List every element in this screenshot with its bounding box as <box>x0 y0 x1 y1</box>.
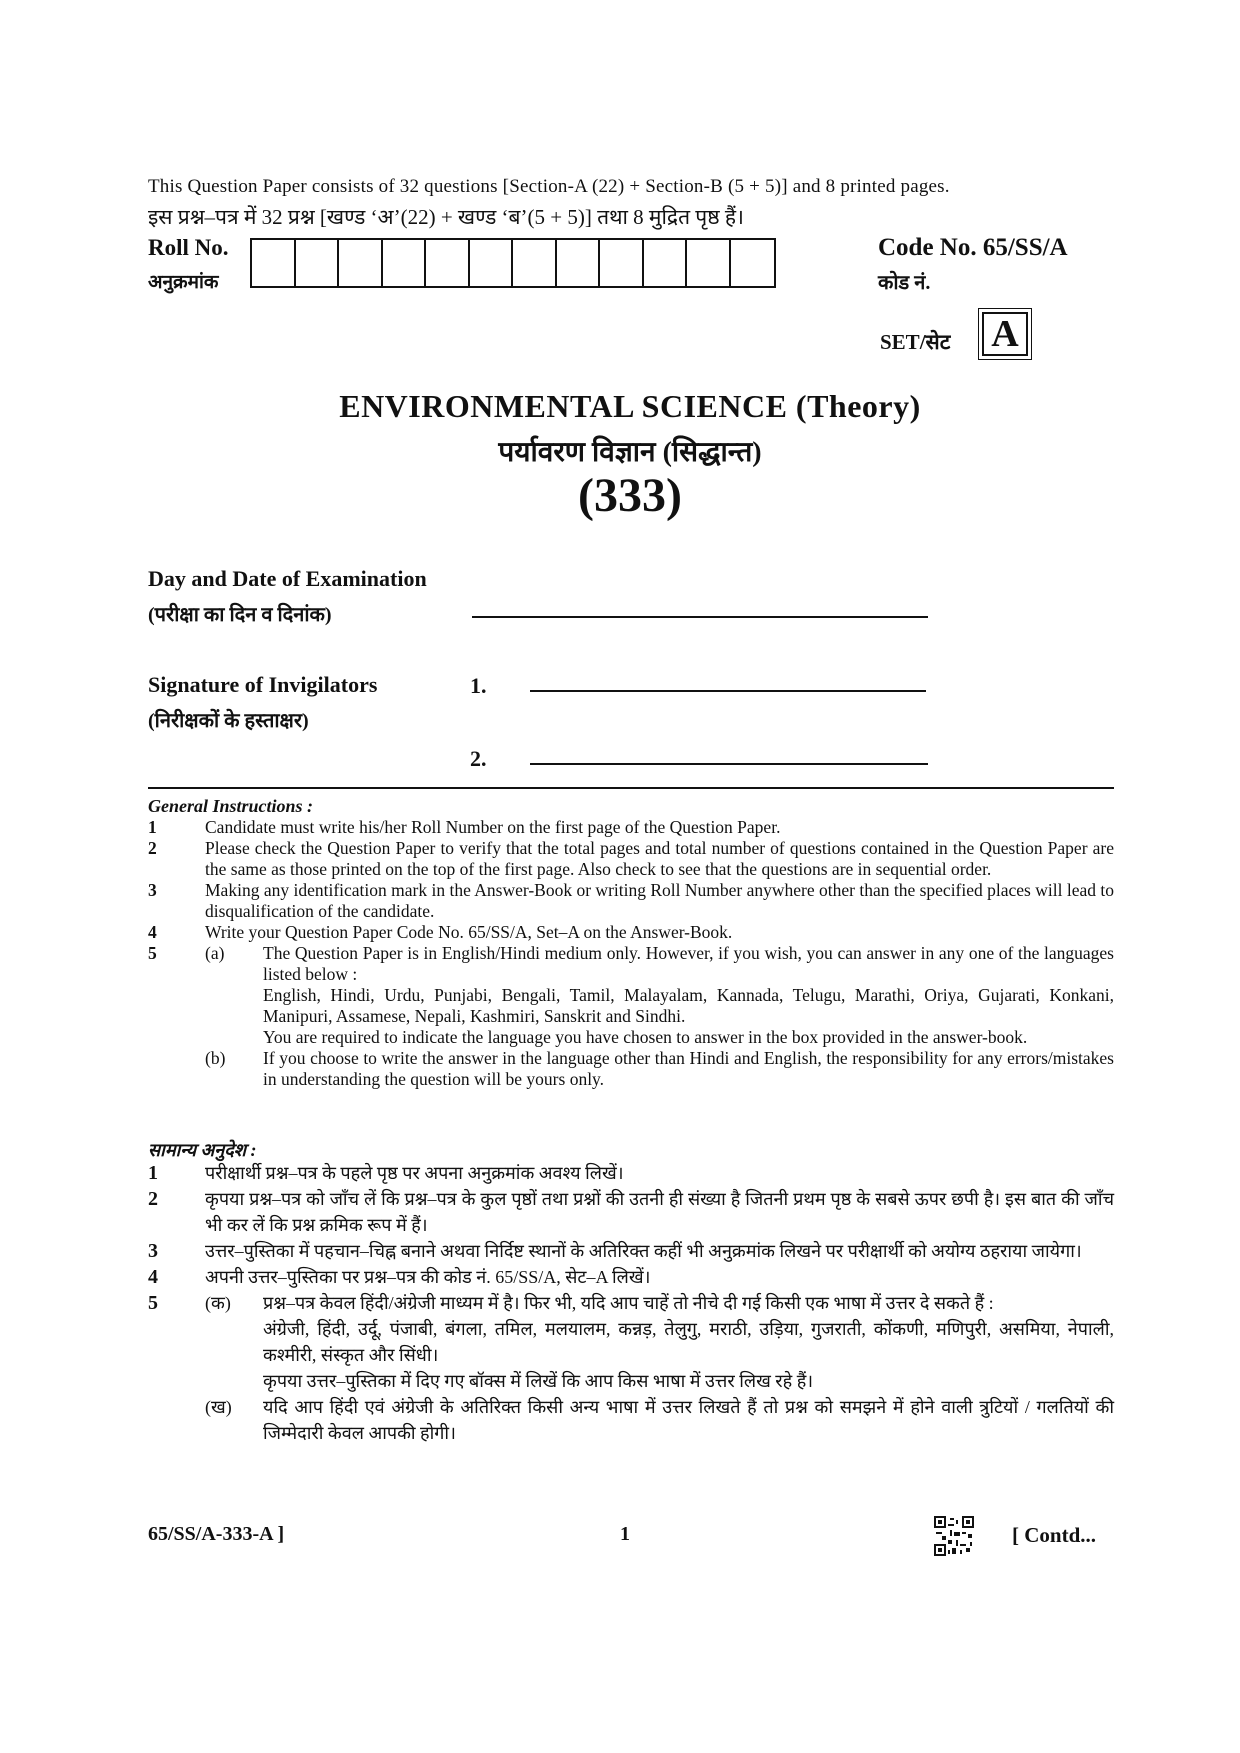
instruction-sub-label: (a) <box>205 943 225 963</box>
instruction-sub-body <box>263 943 1114 1048</box>
signature-number-2: 2. <box>470 746 487 771</box>
exam-date-label-hi: (परीक्षा का दिन व दिनांक) <box>148 604 332 626</box>
instruction-number: 2 <box>148 1188 158 1210</box>
instruction-item <box>148 1394 1114 1446</box>
instruction-number: 4 <box>148 1266 158 1288</box>
roll-no-digit-box[interactable] <box>557 240 601 286</box>
samanya-anudesh-heading: सामान्य अनुदेश : <box>148 1140 257 1160</box>
roll-no-label-hi: अनुक्रमांक <box>148 272 219 293</box>
instruction-sub-body <box>263 1290 1114 1394</box>
instruction-sub-label: (ख) <box>205 1397 232 1417</box>
instruction-number-blank <box>148 1048 205 1090</box>
instruction-text: Please check the Question Paper to verify that the total pages and total number of questions contained in the Question Paper are the same as those printed on the top of the first page. Also check to see that the questions are in sequential order. <box>205 838 1114 879</box>
signature-field-1[interactable] <box>530 690 926 692</box>
instruction-number: 1 <box>148 817 157 837</box>
roll-no-digit-box[interactable] <box>426 240 470 286</box>
invigilator-signature-label-hi: (निरीक्षकों के हस्ताक्षर) <box>148 710 309 732</box>
instruction-item <box>148 1186 1114 1238</box>
instruction-text: Write your Question Paper Code No. 65/SS/A, Set–A on the Answer-Book. <box>205 922 733 942</box>
instruction-item <box>148 838 1114 880</box>
roll-no-boxes[interactable] <box>250 238 776 288</box>
section-divider <box>148 787 1114 789</box>
instruction-number: 5 <box>148 1292 158 1314</box>
instruction-item <box>148 1160 1114 1186</box>
instruction-text: You are required to indicate the language you have chosen to answer in the box provided in the answer-book. <box>263 1027 1028 1047</box>
set-label: SET/सेट <box>880 330 951 354</box>
roll-no-label: Roll No. <box>148 235 229 260</box>
roll-no-digit-box[interactable] <box>513 240 557 286</box>
instruction-item <box>148 1238 1114 1264</box>
instruction-text: The Question Paper is in English/Hindi medium only. However, if you wish, you can answer in any one of the languages listed below : <box>263 943 1114 984</box>
instruction-sub-label: (क) <box>205 1293 231 1313</box>
instruction-item <box>148 922 1114 943</box>
subject-title: ENVIRONMENTAL SCIENCE (Theory) <box>339 388 921 424</box>
instruction-item <box>148 880 1114 922</box>
subject-code: (333) <box>578 469 682 522</box>
instruction-number: 5 <box>148 943 157 963</box>
paper-summary-hi: इस प्रश्न–पत्र में 32 प्रश्न [खण्ड ‘अ’(22) + खण्ड ‘ब’(5 + 5)] तथा 8 मुद्रित पृष्ठ हैं। <box>148 205 744 229</box>
page-number: 1 <box>620 1523 630 1545</box>
exam-date-label: Day and Date of Examination <box>148 566 427 591</box>
instruction-number: 2 <box>148 838 157 858</box>
instruction-item <box>148 1264 1114 1290</box>
instruction-text: प्रश्न–पत्र केवल हिंदी/अंग्रेजी माध्यम में है। फिर भी, यदि आप चाहें तो नीचे दी गई किसी एक भाषा में उत्तर दे सकते हैं : <box>263 1293 994 1313</box>
instruction-text: कृपया प्रश्न–पत्र को जाँच लें कि प्रश्न–पत्र के कुल पृष्ठों तथा प्रश्नों की उतनी ही संख्या है जितनी प्रथम पृष्ठ के सबसे ऊपर छपी है। इस बात की जाँच भी कर लें कि प्रश्न क्रमिक रूप में हैं। <box>205 1189 1114 1235</box>
language-list: English, Hindi, Urdu, Punjabi, Bengali, Tamil, Malayalam, Kannada, Telugu, Marathi, Oriya, Gujarati, Konkani, Manipuri, Assamese, Nepali, Kashmiri, Sanskrit and Sindhi. <box>263 985 1114 1026</box>
instruction-text: यदि आप हिंदी एवं अंग्रेजी के अतिरिक्त किसी अन्य भाषा में उत्तर लिखते हैं तो प्रश्न को समझने में होने वाली त्रुटियों / गलतियों की जिम्मेदारी केवल आपकी होगी। <box>263 1397 1114 1443</box>
roll-no-digit-box[interactable] <box>687 240 731 286</box>
invigilator-signature-label: Signature of Invigilators <box>148 672 378 697</box>
roll-no-digit-box[interactable] <box>296 240 340 286</box>
roll-no-digit-box[interactable] <box>731 240 775 286</box>
general-instructions-heading: General Instructions : <box>148 796 314 816</box>
qr-code-icon <box>934 1516 974 1556</box>
instruction-text: Candidate must write his/her Roll Number on the first page of the Question Paper. <box>205 817 781 837</box>
roll-no-digit-box[interactable] <box>383 240 427 286</box>
code-no-label-hi: कोड नं. <box>878 272 931 294</box>
instruction-item <box>148 1290 1114 1394</box>
footer-paper-code: 65/SS/A-333-A ] <box>148 1523 285 1545</box>
language-list: अंग्रेजी, हिंदी, उर्दू, पंजाबी, बंगला, तमिल, मलयालम, कन्नड़, तेलुगु, मराठी, उड़िया, गुजराती, कोंकणी, मणिपुरी, असमिया, नेपाली, कश्मीरी, संस्कृत और सिंधी। <box>263 1319 1114 1365</box>
samanya-anudesh-list <box>148 1160 1114 1446</box>
instruction-text: अपनी उत्तर–पुस्तिका पर प्रश्न–पत्र की कोड नं. 65/SS/A, सेट–A लिखें। <box>205 1267 651 1287</box>
subject-title-hi: पर्यावरण विज्ञान (सिद्धान्त) <box>498 437 762 468</box>
instruction-number: 1 <box>148 1162 158 1184</box>
instruction-number: 3 <box>148 880 157 900</box>
instruction-sub-label: (b) <box>205 1048 226 1068</box>
roll-no-digit-box[interactable] <box>339 240 383 286</box>
instruction-text: कृपया उत्तर–पुस्तिका में दिए गए बॉक्स में लिखें कि आप किस भाषा में उत्तर लिख रहे हैं। <box>263 1371 814 1391</box>
roll-no-digit-box[interactable] <box>644 240 688 286</box>
instruction-text: परीक्षार्थी प्रश्न–पत्र के पहले पृष्ठ पर अपना अनुक्रमांक अवश्य लिखें। <box>205 1163 624 1183</box>
instruction-item <box>148 943 1114 1048</box>
roll-no-digit-box[interactable] <box>600 240 644 286</box>
instruction-item <box>148 1048 1114 1090</box>
instruction-text: If you choose to write the answer in the language other than Hindi and English, the responsibility for any errors/mistakes in understanding the question will be yours only. <box>263 1048 1114 1089</box>
general-instructions-list <box>148 817 1114 1090</box>
instruction-number: 4 <box>148 922 157 942</box>
instruction-text: उत्तर–पुस्तिका में पहचान–चिह्न बनाने अथवा निर्दिष्ट स्थानों के अतिरिक्त कहीं भी अनुक्रमांक लिखने पर परीक्षार्थी को अयोग्य ठहराया जायेगा। <box>205 1241 1082 1261</box>
exam-date-field[interactable] <box>472 616 928 618</box>
roll-no-digit-box[interactable] <box>252 240 296 286</box>
continued-label: [ Contd... <box>1012 1523 1097 1547</box>
instruction-number: 3 <box>148 1240 158 1262</box>
signature-field-2[interactable] <box>530 763 928 765</box>
paper-summary-en: This Question Paper consists of 32 questions [Section-A (22) + Section-B (5 + 5)] and 8 printed pages. <box>148 176 950 197</box>
instruction-item <box>148 817 1114 838</box>
roll-no-digit-box[interactable] <box>470 240 514 286</box>
instruction-text: Making any identification mark in the Answer-Book or writing Roll Number anywhere other than the specified places will lead to disqualification of the candidate. <box>205 880 1114 921</box>
set-badge: A <box>982 312 1028 356</box>
instruction-number-blank <box>148 1394 205 1446</box>
code-no-label: Code No. 65/SS/A <box>878 234 1068 261</box>
signature-number-1: 1. <box>470 673 487 698</box>
